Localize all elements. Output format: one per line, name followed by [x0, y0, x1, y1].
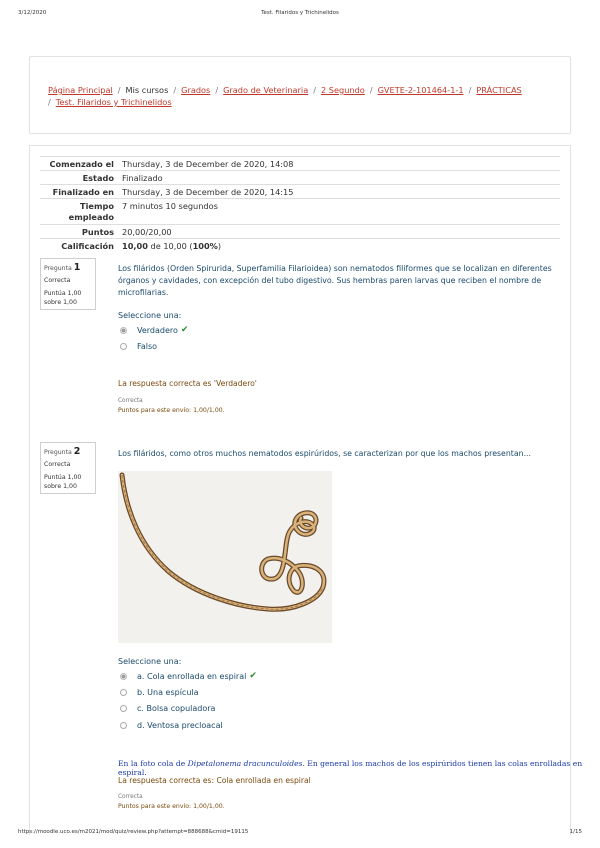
question-1-state: Correcta	[44, 277, 71, 284]
breadcrumb-grados-link[interactable]: Grados	[181, 85, 211, 95]
question-2-state: Correcta	[44, 461, 71, 468]
print-title: Test. Filaridos y Trichinelidos	[261, 10, 339, 16]
question-2-feedback-state: Correcta	[118, 794, 143, 800]
print-page-count: 1/15	[569, 829, 582, 835]
summary-row-state: Estado Finalizado	[40, 170, 560, 184]
question-1-option-true[interactable]: Verdadero ✔	[120, 325, 188, 335]
question-1-right-answer: La respuesta correcta es 'Verdadero'	[118, 379, 257, 388]
summary-row-grade: Calificación 10,00 de 10,00 (100%)	[40, 238, 560, 252]
print-date: 3/12/2020	[18, 10, 47, 16]
question-2-option-b[interactable]: b. Una espícula	[120, 688, 199, 697]
breadcrumb-grado-link[interactable]: Grado de Veterinaria	[223, 85, 309, 95]
breadcrumb-test-link[interactable]: Test. Filaridos y Trichinelidos	[55, 97, 172, 107]
question-2-info: Pregunta 2 Correcta Puntúa 1,00 sobre 1,00	[40, 442, 96, 494]
breadcrumb-practicas-link[interactable]: PRÁCTICAS	[476, 85, 522, 95]
radio-button[interactable]	[120, 705, 127, 712]
radio-button[interactable]	[120, 343, 127, 350]
radio-button[interactable]	[120, 327, 127, 334]
summary-row-finished: Finalizado en Thursday, 3 de December de 2020, 14:15	[40, 184, 560, 198]
summary-row-started: Comenzado el Thursday, 3 de December de 2020, 14:08	[40, 156, 560, 170]
breadcrumb-home-link[interactable]: Página Principal	[48, 85, 113, 95]
breadcrumb-panel	[29, 56, 571, 134]
question-2-option-a[interactable]: a. Cola enrollada en espiral ✔	[120, 671, 257, 681]
question-2-feedback-points: Puntos para este envío: 1,00/1,00.	[118, 803, 225, 810]
question-1-option-false[interactable]: Falso	[120, 342, 157, 351]
breadcrumb: Página Principal / Mis cursos / Grados / Grado de Veterinaria / 2 Segundo / GVETE-2-101464-1-1 / PRÁCTICAS / Test. Filaridos y Trichinelidos	[48, 85, 522, 107]
radio-button[interactable]	[120, 689, 127, 696]
question-2-option-c[interactable]: c. Bolsa copuladora	[120, 704, 215, 713]
check-icon: ✔	[180, 325, 189, 335]
breadcrumb-course-link[interactable]: GVETE-2-101464-1-1	[377, 85, 464, 95]
attempt-summary-table	[40, 156, 560, 252]
check-icon: ✔	[249, 671, 257, 681]
question-2-option-d[interactable]: d. Ventosa precloacal	[120, 721, 223, 730]
summary-row-points: Puntos 20,00/20,00	[40, 224, 560, 238]
question-1-feedback-points: Puntos para este envío: 1,00/1,00.	[118, 407, 225, 414]
question-2-text: Los filáridos, como otros muchos nematodos espirúridos, se caracterizan por que los machos presentan...	[118, 449, 532, 458]
breadcrumb-segundo-link[interactable]: 2 Segundo	[320, 85, 365, 95]
summary-row-time: Tiempo empleado 7 minutos 10 segundos	[40, 198, 560, 224]
question-2-specific-feedback: En la foto cola de Dipetalonema dracunculoides. En general los machos de los espirúridos tienen las colas enrolladas en espiral.	[118, 759, 583, 777]
breadcrumb-my-courses: Mis cursos	[125, 85, 169, 95]
question-2-right-answer: La respuesta correcta es: Cola enrollada en espiral	[118, 776, 311, 785]
print-url: https://moodle.uco.es/m2021/mod/quiz/review.php?attempt=888688&cmid=19115	[18, 829, 249, 835]
question-1-prompt: Seleccione una:	[118, 311, 182, 320]
nematode-micrograph	[118, 471, 332, 643]
nematode-image	[118, 471, 332, 643]
radio-button[interactable]	[120, 673, 127, 680]
question-1-info: Pregunta 1 Correcta Puntúa 1,00 sobre 1,00	[40, 258, 96, 310]
question-2-prompt: Seleccione una:	[118, 657, 182, 666]
question-1-feedback-state: Correcta	[118, 398, 143, 404]
radio-button[interactable]	[120, 722, 127, 729]
question-1-text: Los filáridos (Orden Spirurida, Superfamilia Filarioidea) son nematodos filiformes que se localizan en diferentes órganos y cavidades, con excepción del tubo digestivo. Sus hembras paren larvas que reciben el nombre de microfilarias.	[118, 264, 552, 297]
